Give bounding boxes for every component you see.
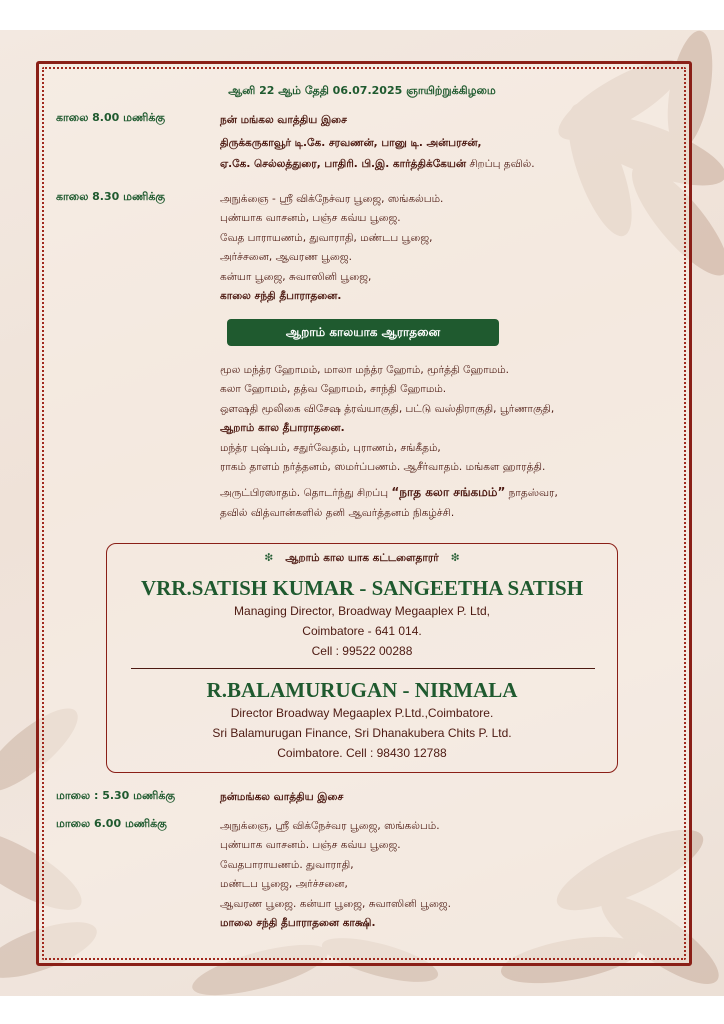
sponsor2-name: R.BALAMURUGAN - NIRMALA: [206, 678, 518, 702]
sponsor2-line: Coimbatore. Cell : 98430 12788: [277, 746, 447, 760]
evening-music-body: [220, 789, 676, 805]
sponsor1-line: Cell : 99522 00288: [311, 644, 413, 658]
homam-body: [220, 361, 676, 523]
star-icon: ❇: [450, 552, 460, 564]
morning-pooja-line: அர்ச்சனை, ஆவரண பூஜை.: [220, 251, 352, 264]
evening-pooja-body: [220, 817, 676, 933]
morning-pooja-line: அநுக்ஞை - ஸ்ரீ விக்நேச்வர பூஜை, ஸங்கல்பம்.: [220, 193, 444, 205]
bottom-margin: [0, 996, 724, 1024]
star-icon: ❇: [264, 552, 274, 564]
homam-line-7-pre: அருட்பிரஸாதம். தொடர்ந்து சிறப்பு: [220, 487, 389, 500]
evening-music-title: நன்மங்கல வாத்திய இசை: [220, 791, 344, 803]
morning-music-body: [220, 111, 676, 174]
evening-pooja-line: அநுக்ஞை, ஸ்ரீ விக்நேச்வர பூஜை, ஸங்கல்பம்.: [220, 820, 440, 832]
morning-music-artists-1: திருக்கருகாவூர் டி.கே. சரவணன், பானு டி. அன்பரசன்,: [220, 137, 482, 149]
evening-music-time: மாலை : 5.30 மணிக்கு: [56, 789, 176, 802]
morning-pooja-line: வேத பாராயணம், துவாராதி, மண்டப பூஜை,: [220, 231, 433, 244]
homam-line: ஔஷதி மூலிகை விசேஷ த்ரவ்யாகுதி, பட்டு வஸ்திராகுதி, பூர்ணாகுதி,: [220, 402, 555, 415]
morning-music-title: நன் மங்கல வாத்திய இசை: [220, 114, 347, 126]
morning-pooja-body: [220, 190, 676, 306]
morning-pooja-time: காலை 8.30 மணிக்கு: [56, 190, 166, 203]
morning-music-artists-2-row: [220, 154, 676, 174]
sponsor2-line: Director Broadway Megaaplex P.Ltd.,Coimbatore.: [230, 706, 494, 720]
sponsor1-line: Coimbatore - 641 014.: [302, 624, 422, 638]
morning-pooja-line: கன்யா பூஜை, சுவாஸினி பூஜை,: [220, 270, 372, 283]
evening-pooja-line: மண்டப பூஜை, அர்ச்சனை,: [220, 878, 348, 891]
homam-line-7: [220, 483, 676, 503]
evening-pooja-line: வேதபாராயணம். துவாராதி,: [220, 858, 354, 871]
morning-music-artists-2-rest: சிறப்பு தவில்.: [466, 158, 535, 170]
naadha-kala-sangamam: “நாத கலா சங்கமம்”: [391, 485, 506, 500]
sixth-kaalayaga-banner: ஆறாம் காலயாக ஆராதனை: [227, 319, 499, 346]
sponsor-divider: [131, 668, 595, 669]
evening-pooja-time: மாலை 6.00 மணிக்கு: [56, 817, 167, 830]
homam-line: மூல மந்த்ர ஹோமம், மாலா மந்த்ர ஹோம், மூர்த்தி ஹோமம்.: [220, 364, 509, 376]
homam-line: ராகம் தாளம் நர்த்தனம், ஸமர்ப்பணம். ஆசீர்வாதம். மங்கள ஹாரத்தி.: [220, 461, 546, 474]
homam-line: தவில் வித்வான்களில் தனி ஆவர்த்தனம் நிகழ்ச்சி.: [220, 506, 455, 519]
morning-deeparadhanai: காலை சந்தி தீபாராதனை.: [220, 290, 342, 303]
sponsor2-line: Sri Balamurugan Finance, Sri Dhanakubera Chits P. Ltd.: [212, 726, 512, 740]
sponsor-heading: ஆறாம் கால யாக கட்டளைதாரர்: [285, 552, 439, 564]
homam-line: மந்த்ர புஷ்பம், சதுர்வேதம், புராணம், சங்கீதம்,: [220, 441, 441, 454]
morning-music-time: காலை 8.00 மணிக்கு: [56, 111, 166, 124]
morning-pooja-line: புண்யாக வாசனம், பஞ்ச கவ்ய பூஜை.: [220, 212, 401, 225]
morning-music-artists-2: ஏ.கே. செல்லத்துரை, பாதிரி. பி.இ. கார்த்திக்கேயன்: [220, 158, 467, 170]
sixth-deeparadhanai: ஆறாம் கால தீபாராதனை.: [220, 422, 345, 435]
homam-line: கலா ஹோமம், தத்வ ஹோமம், சாந்தி ஹோமம்.: [220, 383, 447, 396]
evening-pooja-line: ஆவரண பூஜை. கன்யா பூஜை, சுவாஸினி பூஜை.: [220, 897, 452, 910]
date-heading: ஆனி 22 ஆம் தேதி 06.07.2025 ஞாயிற்றுக்கிழமை: [228, 84, 496, 97]
sponsor-heading-row: [107, 552, 617, 565]
sponsor1-name: VRR.SATISH KUMAR - SANGEETHA SATISH: [140, 576, 584, 600]
sponsor1-line: Managing Director, Broadway Megaaplex P. Ltd,: [234, 604, 490, 618]
evening-pooja-line: புண்யாக வாசனம். பஞ்ச கவ்ய பூஜை.: [220, 839, 401, 852]
homam-line-7-post: நாதஸ்வர,: [505, 487, 558, 500]
sponsor-box: [106, 543, 618, 773]
evening-deeparadhanai: மாலை சந்தி தீபாராதனை காக்ஷி.: [220, 917, 376, 930]
